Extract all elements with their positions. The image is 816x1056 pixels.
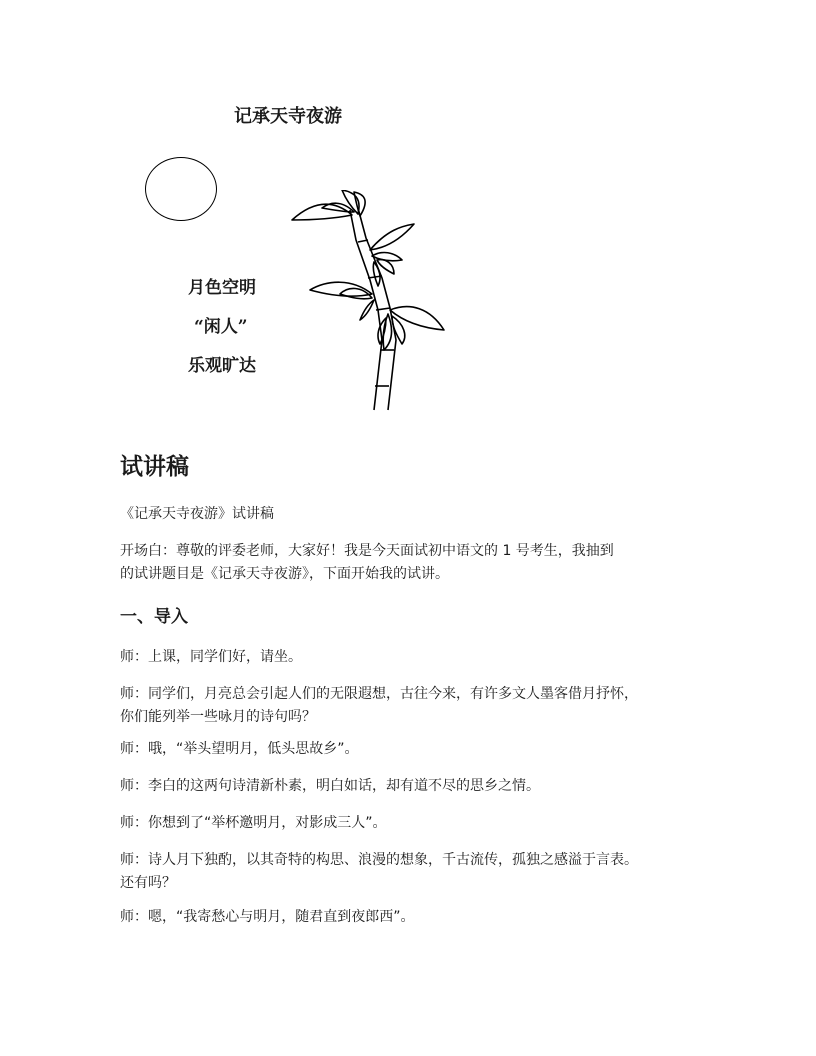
paragraph-6 [120, 849, 710, 895]
paragraph-4-line-1: 师：李白的这两句诗清新朴素，明白如话，却有道不尽的思乡之情。 [120, 778, 540, 794]
doc-title: 《记承天寺夜游》试讲稿 [120, 506, 274, 522]
board-line-1: 月色空明 [188, 278, 256, 298]
board-line-3: 乐观旷达 [188, 356, 256, 376]
paragraph-2-line-2: 你们能列举一些咏月的诗句吗？ [120, 709, 316, 725]
paragraph-2 [120, 683, 710, 729]
paragraph-5-line-1: 师：你想到了“举杯邀明月，对影成三人”。 [120, 815, 387, 831]
paragraph-3-line-1: 师：哦，“举头望明月，低头思故乡”。 [120, 741, 359, 757]
board-title: 记承天寺夜游 [234, 106, 342, 127]
opening-paragraph [120, 540, 710, 586]
paragraph-5 [120, 812, 710, 835]
paragraph-2-line-1: 师：同学们，月亮总会引起人们的无限遐想，古往今来，有许多文人墨客借月抒怀， [120, 686, 638, 702]
opening-line-1: 开场白：尊敬的评委老师，大家好！我是今天面试初中语文的 1 号考生，我抽到 [120, 543, 614, 559]
board-line-2: “闲人” [194, 317, 248, 337]
paragraph-7 [120, 906, 710, 929]
bamboo-drawing [282, 190, 452, 415]
moon-drawing [145, 157, 217, 221]
paragraph-1 [120, 646, 710, 669]
paragraph-7-line-1: 师：嗯，“我寄愁心与明月，随君直到夜郎西”。 [120, 909, 415, 925]
paragraph-4 [120, 775, 710, 798]
paragraph-6-line-2: 还有吗？ [120, 875, 176, 891]
paragraph-1-line-1: 师：上课，同学们好，请坐。 [120, 649, 302, 665]
page-heading: 试讲稿 [120, 454, 189, 480]
paragraph-3 [120, 738, 710, 761]
opening-line-2: 的试讲题目是《记承天寺夜游》，下面开始我的试讲。 [120, 566, 449, 582]
section-heading-intro: 一、导入 [120, 607, 188, 627]
paragraph-6-line-1: 师：诗人月下独酌，以其奇特的构思、浪漫的想象，千古流传，孤独之感溢于言表。 [120, 852, 638, 868]
